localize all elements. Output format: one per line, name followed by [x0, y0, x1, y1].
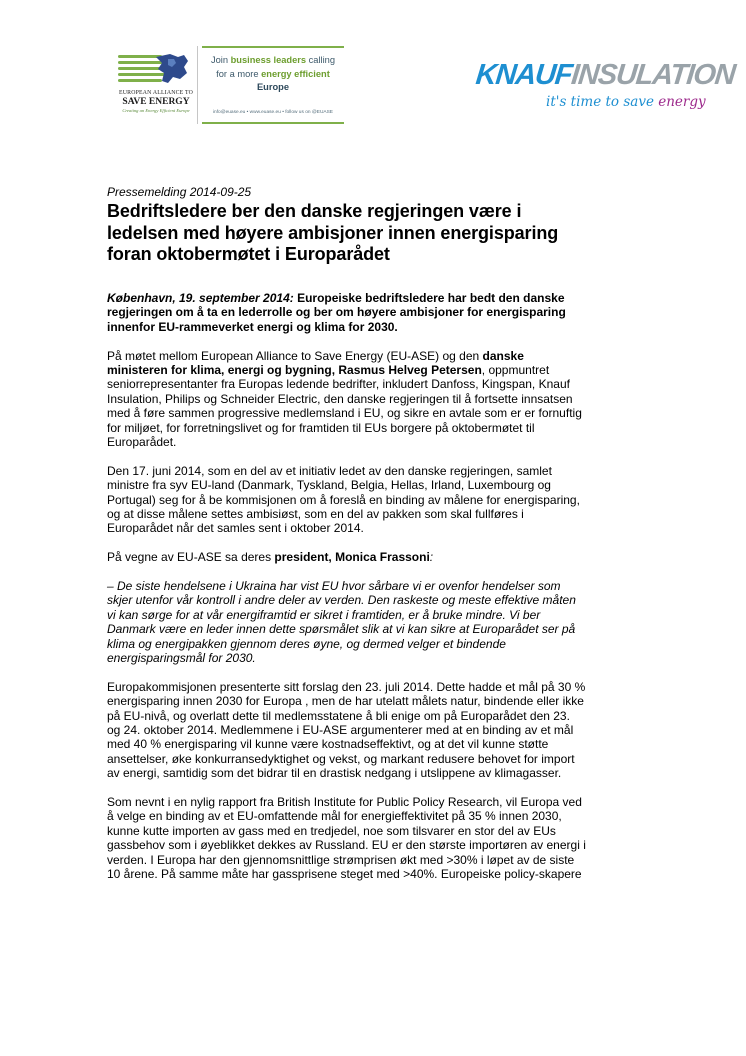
quote-paragraph: – De siste hendelsene i Ukraina har vist EU hvor sårbare vi er ovenfor hendelser som skjer utenfor vår kontroll i andre deler av verden. Den raskeste og meste effektive måten vi kan sørge for at vår energiframtid er sikret i framtiden, er å bruke mindre. Vi ber Danmark være en leder innen dette spørsmålet slik at vi kan sikre at Europarådet ser på klima og energipakken gjennom deres øyne, og dermed velger et bindende energisparingsmål for 2030. [107, 578, 576, 665]
page-title: Bedriftsledere ber den danske regjeringen være i ledelsen med høyere ambisjoner innen energisparing foran oktobermøtet i Europarådet [107, 201, 559, 265]
paragraph-4: Europakommisjonen presenterte sitt forslag den 23. juli 2014. Dette hadde et mål på 30 % energisparing innen 2030 for Europa , men de har utelatt målets natur, bindende eller ikke på EU-nivå, og overlatt dette til medlemsstatene å bli enige om på Europarådet den 23. og 24. oktober 2014. Medlemmene i EU-ASE argumenterer med at en binding av et mål med 40 % energisparing vil kunne være kostnadseffektivt, og at det vil kunne støtte ansettelser, øke konkurransedyktighet og vekst, og markant redusere behovet for import av energi, samtidig som det bidrar til en drastisk nedgang i utslippene av klimagasser. [107, 679, 586, 781]
ease-slogan: Join business leaders calling for a more energy efficient Europe [210, 55, 336, 92]
press-label: Pressemelding 2014-09-25 [107, 185, 252, 199]
slogan-bottom-bar [202, 122, 344, 124]
paragraph-1: På møtet mellom European Alliance to Save Energy (EU-ASE) og den danske ministeren for klima, energi og bygning, Rasmus Helveg Petersen, oppmuntret seniorrepresentanter fra Europas ledende bedrifter, inkludert Danfoss, Kingspan, Knauf Insulation, Philips og Schneider Electric, den danske regjeringen til å fortsette innsatsen med å føre sammen progressive medlemsland i EU, og sikre en avtale som er er fornuftig for miljøet, for forretningslivet og for framtiden til EUs borgere på oktobermøtet til Europarådet. [107, 348, 582, 449]
paragraph-5: Som nevnt i en nylig rapport fra British Institute for Public Policy Research, vil Europa ved å velge en binding av et EU-omfattende mål for energieffektivitet på 35 % innen 2030, kunne kutte importen av gass med en tredjedel, noe som tilsvarer en stor del av EUs gassbehov som i øyeblikket dekkes av Russland. EU er den største importøren av energi i verden. I Europa har den gjennomsnittlige strømprisen økt med >30% i løpet av de siste 10 årene. På samme måte har gassprisene steget med >40%. Europeiske policy-skapere [107, 795, 586, 882]
ease-org-line2: SAVE ENERGY [122, 97, 190, 107]
paragraph-3: På vegne av EU-ASE sa deres president, Monica Frassoni: [107, 550, 434, 565]
ease-logo [116, 50, 196, 122]
knauf-tagline: it's time to save energy [546, 94, 706, 110]
ease-org-tagline: Creating an Energy Efficient Europe [122, 108, 190, 113]
slogan-top-bar [202, 46, 344, 48]
slogan-europe: Europe [256, 82, 290, 92]
ease-flag-icon [118, 53, 190, 87]
press-release-body [107, 185, 647, 881]
header-divider [197, 46, 198, 124]
ease-slogan-box [202, 46, 344, 124]
knauf-logo [474, 59, 737, 120]
paragraph-2: Den 17. juni 2014, som en del av et initiativ ledet av den danske regjeringen, samlet ministre fra syv EU-land (Danmark, Tyskland, Belgia, Hellas, Irland, Luxembourg og Portugal) seg for å be kommisjonen om å foreslå en binding av målene for energisparing, og at disse målene settes ambisiøst, som en del av pakken som skal fullføres i Europarådet når det samles sent i oktober 2014. [107, 463, 580, 536]
ease-contact: info@euase.eu • www.euase.eu • follow us on @EUASE [212, 110, 334, 115]
ease-org-line1: EUROPEAN ALLIANCE TO [119, 90, 193, 96]
dateline: København, 19. september 2014: [107, 290, 294, 305]
knauf-wordmark: KNAUFINSULATION [474, 59, 737, 91]
lead-paragraph: København, 19. september 2014: Europeiske bedriftsledere har bedt den danske regjeringen om å ta en lederrolle og ber om høyere ambisjoner for energisparing innenfor EU-rammeverket energi og klima for 2030. [107, 290, 566, 334]
